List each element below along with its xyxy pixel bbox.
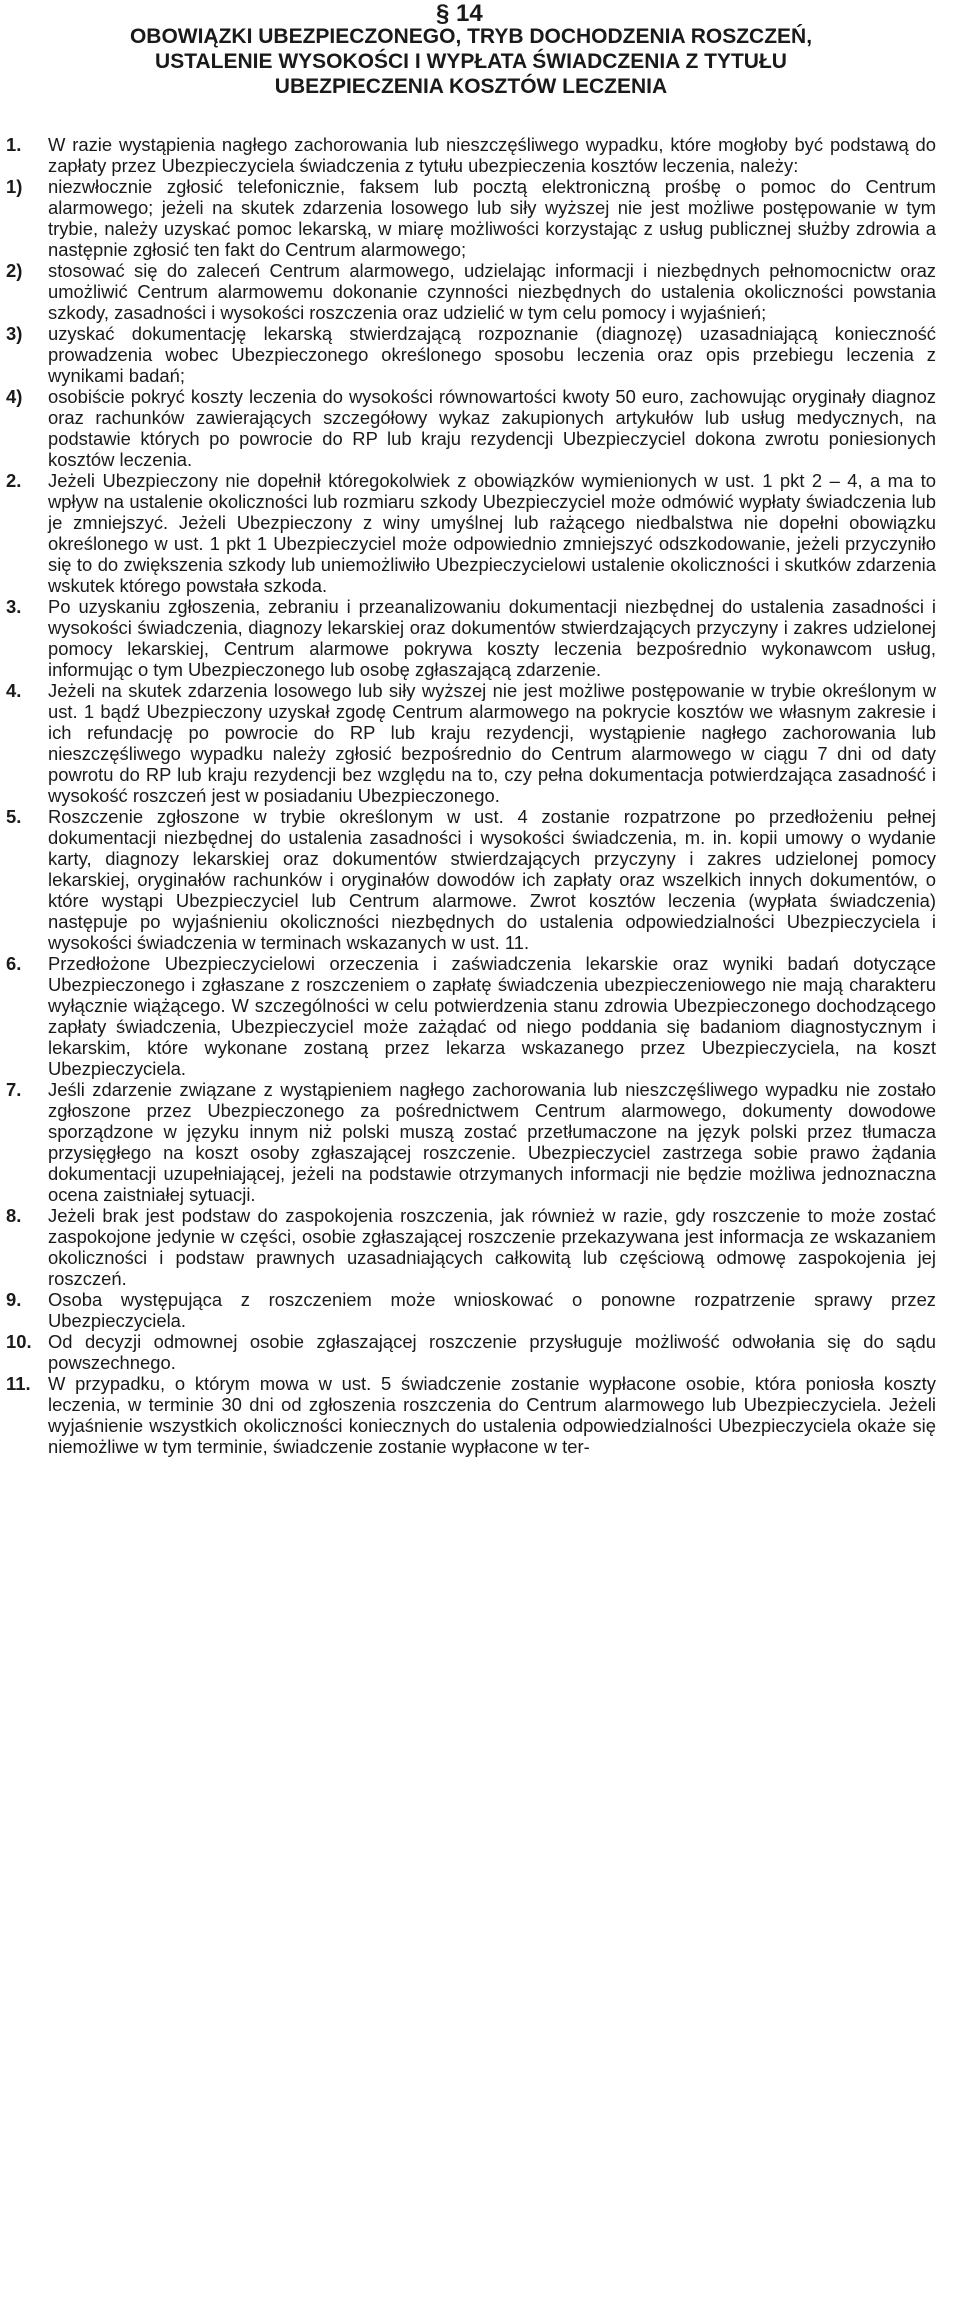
paragraph-number: 4. xyxy=(6,680,22,701)
paragraph-5 xyxy=(6,806,936,953)
paragraph-text: Osoba występująca z roszczeniem może wnioskować o ponowne rozpatrzenie sprawy przez Ubezpieczyciela. xyxy=(48,1289,936,1331)
subitem-text: niezwłocznie zgłosić telefonicznie, faksem lub pocztą elektroniczną prośbę o pomoc do Centrum alarmowego; jeżeli na skutek zdarzenia losowego lub siły wyższej nie jest możliwe postępowanie w tym trybie, należy uzyskać pomoc lekarską, w miarę możliwości korzystając z usług publicznej służby zdrowia a następnie zgłosić ten fakt do Centrum alarmowego; xyxy=(48,176,936,260)
paragraph-number: 1. xyxy=(6,134,22,155)
subitem-4 xyxy=(6,386,936,470)
subitem-text: osobiście pokryć koszty leczenia do wysokości równowartości kwoty 50 euro, zachowując oryginały diagnoz oraz rachunków zawierających szczegółowy wykaz zakupionych artykułów lub usług medycznych, na podstawie których po powrocie do RP lub kraju rezydencji Ubezpieczyciel dokona zwrotu poniesionych kosztów leczenia. xyxy=(48,386,936,470)
heading-line: OBOWIĄZKI UBEZPIECZONEGO, TRYB DOCHODZENIA ROSZCZEŃ, xyxy=(129,25,813,48)
paragraph-text: Jeśli zdarzenie związane z wystąpieniem nagłego zachorowania lub nieszczęśliwego wypadku nie zostało zgłoszone przez Ubezpieczonego za pośrednictwem Centrum alarmowego, dokumenty dowodowe sporządzone w języku innym niż polski muszą zostać przetłumaczone na język polski przez tłumacza przysięgłego na koszt osoby zgłaszającej roszczenie. Ubezpieczyciel zastrzega sobie prawo żądania dokumentacji uzupełniającej, jeżeli na podstawie otrzymanych informacji nie będzie możliwa jednoznaczna ocena zaistniałej sytuacji. xyxy=(48,1079,936,1205)
paragraph-text: W przypadku, o którym mowa w ust. 5 świadczenie zostanie wypłacone osobie, która poniosła koszty leczenia, w terminie 30 dni od zgłoszenia roszczenia do Centrum alarmowego lub Ubezpieczyciela. Jeżeli wyjaśnienie wszystkich okoliczności koniecznych do ustalenia odpowiedzialności Ubezpieczyciela okaże się niemożliwe w tym terminie, świadczenie zostanie wypłacone w ter- xyxy=(48,1373,936,1457)
subitem-number: 3) xyxy=(6,323,23,344)
subitem-number: 4) xyxy=(6,386,23,407)
section-number: § 14 xyxy=(436,0,483,27)
subitem-text: uzyskać dokumentację lekarską stwierdzającą rozpoznanie (diagnozę) uzasadniającą konieczność prowadzenia wobec Ubezpieczonego określonego sposobu leczenia oraz opis przebiegu leczenia z wynikami badań; xyxy=(48,323,936,386)
paragraph-7 xyxy=(6,1079,936,1205)
paragraph-number: 6. xyxy=(6,953,22,974)
heading-line: USTALENIE WYSOKOŚCI I WYPŁATA ŚWIADCZENIA Z TYTUŁU xyxy=(155,50,787,73)
paragraph-10 xyxy=(6,1331,936,1373)
paragraph-number: 11. xyxy=(6,1373,31,1394)
paragraph-1 xyxy=(6,134,936,470)
paragraph-text: Przedłożone Ubezpieczycielowi orzeczenia i zaświadczenia lekarskie oraz wyniki badań dotyczące Ubezpieczonego i zgłaszane z roszczeniem o zapłatę świadczenia ubezpieczeniowego nie mają charakteru wyłącznie wiążącego. W szczególności w celu potwierdzenia stanu zdrowia Ubezpieczonego dochodzącego zapłaty świadczenia, Ubezpieczyciel może zażądać od niego poddania się badaniom diagnostycznym i lekarskim, które wykonane zostaną przez lekarza wskazanego przez Ubezpieczyciela, na koszt Ubezpieczyciela. xyxy=(48,953,936,1079)
paragraph-text: Roszczenie zgłoszone w trybie określonym w ust. 4 zostanie rozpatrzone po przedłożeniu pełnej dokumentacji niezbędnej do ustalenia zasadności i wysokości świadczenia, m. in. kopii umowy o wydanie karty, diagnozy lekarskiej oraz dokumentów stwierdzających przyczyny i zakres udzielonej pomocy lekarskiej, oryginałów rachunków i oryginałów dowodów ich zapłaty oraz wszelkich innych dokumentów, o które wystąpi Ubezpieczyciel lub Centrum alarmowe. Zwrot kosztów leczenia (wypłata świadczenia) następuje po wyjaśnieniu okoliczności niezbędnych do ustalenia odpowiedzialności Ubezpieczyciela i wysokości świadczenia w terminach wskazanych w ust. 11. xyxy=(48,806,936,953)
subitem-2 xyxy=(6,260,936,323)
heading-line: UBEZPIECZENIA KOSZTÓW LECZENIA xyxy=(274,75,668,98)
paragraph-text: W razie wystąpienia nagłego zachorowania lub nieszczęśliwego wypadku, które mogłoby być podstawą do zapłaty przez Ubezpieczyciela świadczenia z tytułu ubezpieczenia kosztów leczenia, należy: xyxy=(48,134,936,176)
subitem-1 xyxy=(6,176,936,260)
paragraph-4 xyxy=(6,680,936,806)
paragraph-3 xyxy=(6,596,936,680)
paragraph-11 xyxy=(6,1373,936,1457)
paragraph-text: Jeżeli brak jest podstaw do zaspokojenia roszczenia, jak również w razie, gdy roszczenie to może zostać zaspokojone jedynie w części, osobie zgłaszającej roszczenie przekazywana jest informacja ze wskazaniem okoliczności i podstaw prawnych uzasadniających całkowitą lub częściową odmowę zaspokojenia jej roszczeń. xyxy=(48,1205,936,1289)
paragraph-number: 3. xyxy=(6,596,22,617)
paragraph-9 xyxy=(6,1289,936,1331)
subitem-text: stosować się do zaleceń Centrum alarmowego, udzielając informacji i niezbędnych pełnomocnictw oraz umożliwić Centrum alarmowemu dokonanie czynności niezbędnych do ustalenia okoliczności powstania szkody, zasadności i wysokości roszczenia oraz udzielić w tym celu pomocy i wyjaśnień; xyxy=(48,260,936,323)
paragraph-text: Od decyzji odmownej osobie zgłaszającej roszczenie przysługuje możliwość odwołania się do sądu powszechnego. xyxy=(48,1331,936,1373)
paragraph-text: Po uzyskaniu zgłoszenia, zebraniu i przeanalizowaniu dokumentacji niezbędnej do ustalenia zasadności i wysokości świadczenia, diagnozy lekarskiej oraz dokumentów stwierdzających przyczyny i zakres udzielonej pomocy lekarskiej, Centrum alarmowe pokrywa koszty leczenia bezpośrednio wykonawcom usług, informując o tym Ubezpieczonego lub osobę zgłaszającą zdarzenie. xyxy=(48,596,936,680)
section-heading xyxy=(6,24,936,99)
document-body xyxy=(6,134,936,1457)
paragraph-text: Jeżeli na skutek zdarzenia losowego lub siły wyższej nie jest możliwe postępowanie w trybie określonym w ust. 1 bądź Ubezpieczony uzyskał zgodę Centrum alarmowego na pokrycie kosztów we własnym zakresie i ich refundację po powrocie do RP lub kraju rezydencji, wystąpienie nagłego zachorowania lub nieszczęśliwego wypadku należy zgłosić bezpośrednio do Centrum alarmowego w ciągu 7 dni od daty powrotu do RP lub kraju rezydencji bez względu na to, czy pełna dokumentacja potwierdzająca zasadność i wysokość roszczeń jest w posiadaniu Ubezpieczonego. xyxy=(48,680,936,806)
subitem-number: 1) xyxy=(6,176,23,197)
paragraph-6 xyxy=(6,953,936,1079)
paragraph-number: 8. xyxy=(6,1205,22,1226)
paragraph-text: Jeżeli Ubezpieczony nie dopełnił któregokolwiek z obowiązków wymienionych w ust. 1 pkt 2 – 4, a ma to wpływ na ustalenie okoliczności lub rozmiaru szkody Ubezpieczyciel może odmówić wypłaty świadczenia lub je zmniejszyć. Jeżeli Ubezpieczony z winy umyślnej lub rażącego niedbalstwa nie dopełni obowiązku określonego w ust. 1 pkt 1 Ubezpieczyciel może odpowiednio zmniejszyć odszkodowanie, jeżeli przyczyniło się to do zwiększenia szkody lub uniemożliwiło Ubezpieczycielowi ustalenie okoliczności i skutków zdarzenia wskutek którego powstała szkoda. xyxy=(48,470,936,596)
paragraph-number: 7. xyxy=(6,1079,22,1100)
paragraph-number: 5. xyxy=(6,806,22,827)
subitem-number: 2) xyxy=(6,260,23,281)
paragraph-8 xyxy=(6,1205,936,1289)
paragraph-number: 2. xyxy=(6,470,22,491)
paragraph-number: 10. xyxy=(6,1331,32,1352)
subitem-3 xyxy=(6,323,936,386)
paragraph-number: 9. xyxy=(6,1289,22,1310)
paragraph-2 xyxy=(6,470,936,596)
